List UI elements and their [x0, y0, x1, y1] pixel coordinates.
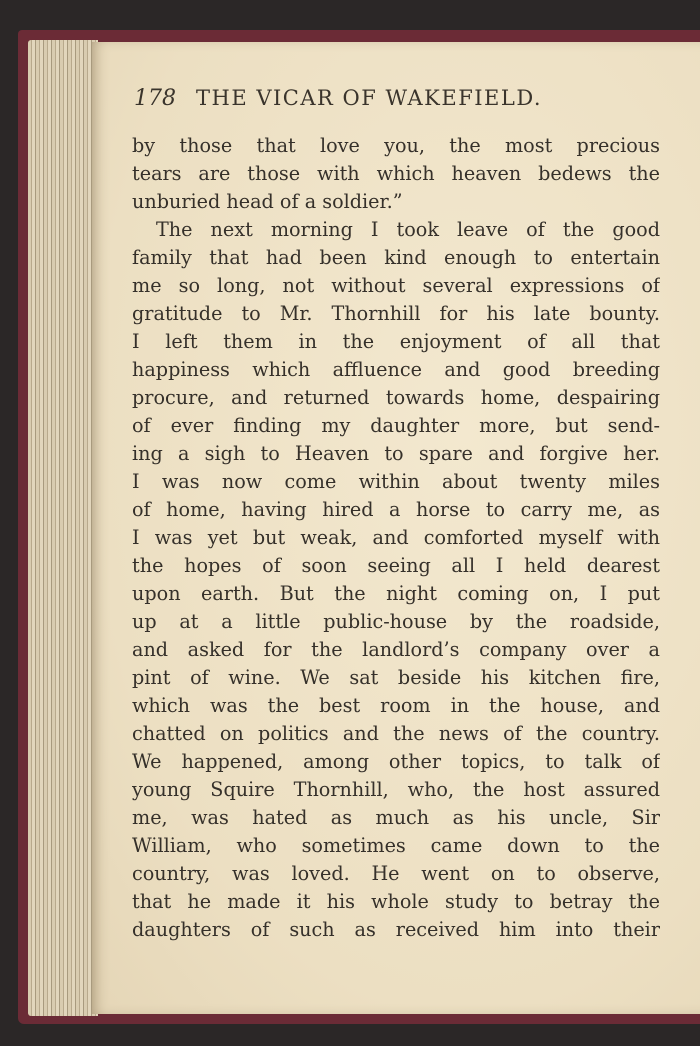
text-line: chatted on politics and the news of the country. — [132, 722, 660, 745]
text-line: pint of wine. We sat beside his kitchen fire, — [132, 666, 660, 689]
text-line: of ever finding my daughter more, but send- — [132, 414, 660, 437]
text-line: I was now come within about twenty miles — [132, 470, 660, 493]
text-line: up at a little public-house by the roadside, — [132, 610, 660, 633]
text-line: gratitude to Mr. Thornhill for his late bounty. — [132, 302, 660, 325]
text-line: William, who sometimes came down to the — [132, 834, 660, 857]
text-line: family that had been kind enough to entertain — [132, 246, 660, 269]
book-page — [92, 42, 700, 1014]
text-line: I left them in the enjoyment of all that — [132, 330, 660, 353]
text-line: upon earth. But the night coming on, I put — [132, 582, 660, 605]
page-edges — [28, 40, 98, 1016]
text-line: the hopes of soon seeing all I held dearest — [132, 554, 660, 577]
text-line: procure, and returned towards home, despairing — [132, 386, 660, 409]
text-line: of home, having hired a horse to carry me, as — [132, 498, 660, 521]
text-line: We happened, among other topics, to talk of — [132, 750, 660, 773]
text-line: daughters of such as received him into their — [132, 918, 660, 941]
text-line: which was the best room in the house, and — [132, 694, 660, 717]
text-line: me so long, not without several expressions of — [132, 274, 660, 297]
body-text — [132, 132, 660, 944]
text-line: I was yet but weak, and comforted myself with — [132, 526, 660, 549]
text-line: ing a sigh to Heaven to spare and forgive her. — [132, 442, 660, 465]
text-line: me, was hated as much as his uncle, Sir — [132, 806, 660, 829]
text-line: that he made it his whole study to betray the — [132, 890, 660, 913]
text-line: tears are those with which heaven bedews the — [132, 162, 660, 185]
text-line: country, was loved. He went on to observe, — [132, 862, 660, 885]
page-number: 178 — [134, 86, 176, 111]
page-header — [134, 86, 542, 111]
text-line: young Squire Thornhill, who, the host assured — [132, 778, 660, 801]
text-line: unburied head of a soldier.” — [132, 190, 403, 213]
text-line: The next morning I took leave of the good — [156, 218, 660, 241]
running-title: THE VICAR OF WAKEFIELD. — [196, 86, 543, 110]
text-line: by those that love you, the most precious — [132, 134, 660, 157]
text-line: happiness which affluence and good breeding — [132, 358, 660, 381]
text-line: and asked for the landlord’s company over a — [132, 638, 660, 661]
